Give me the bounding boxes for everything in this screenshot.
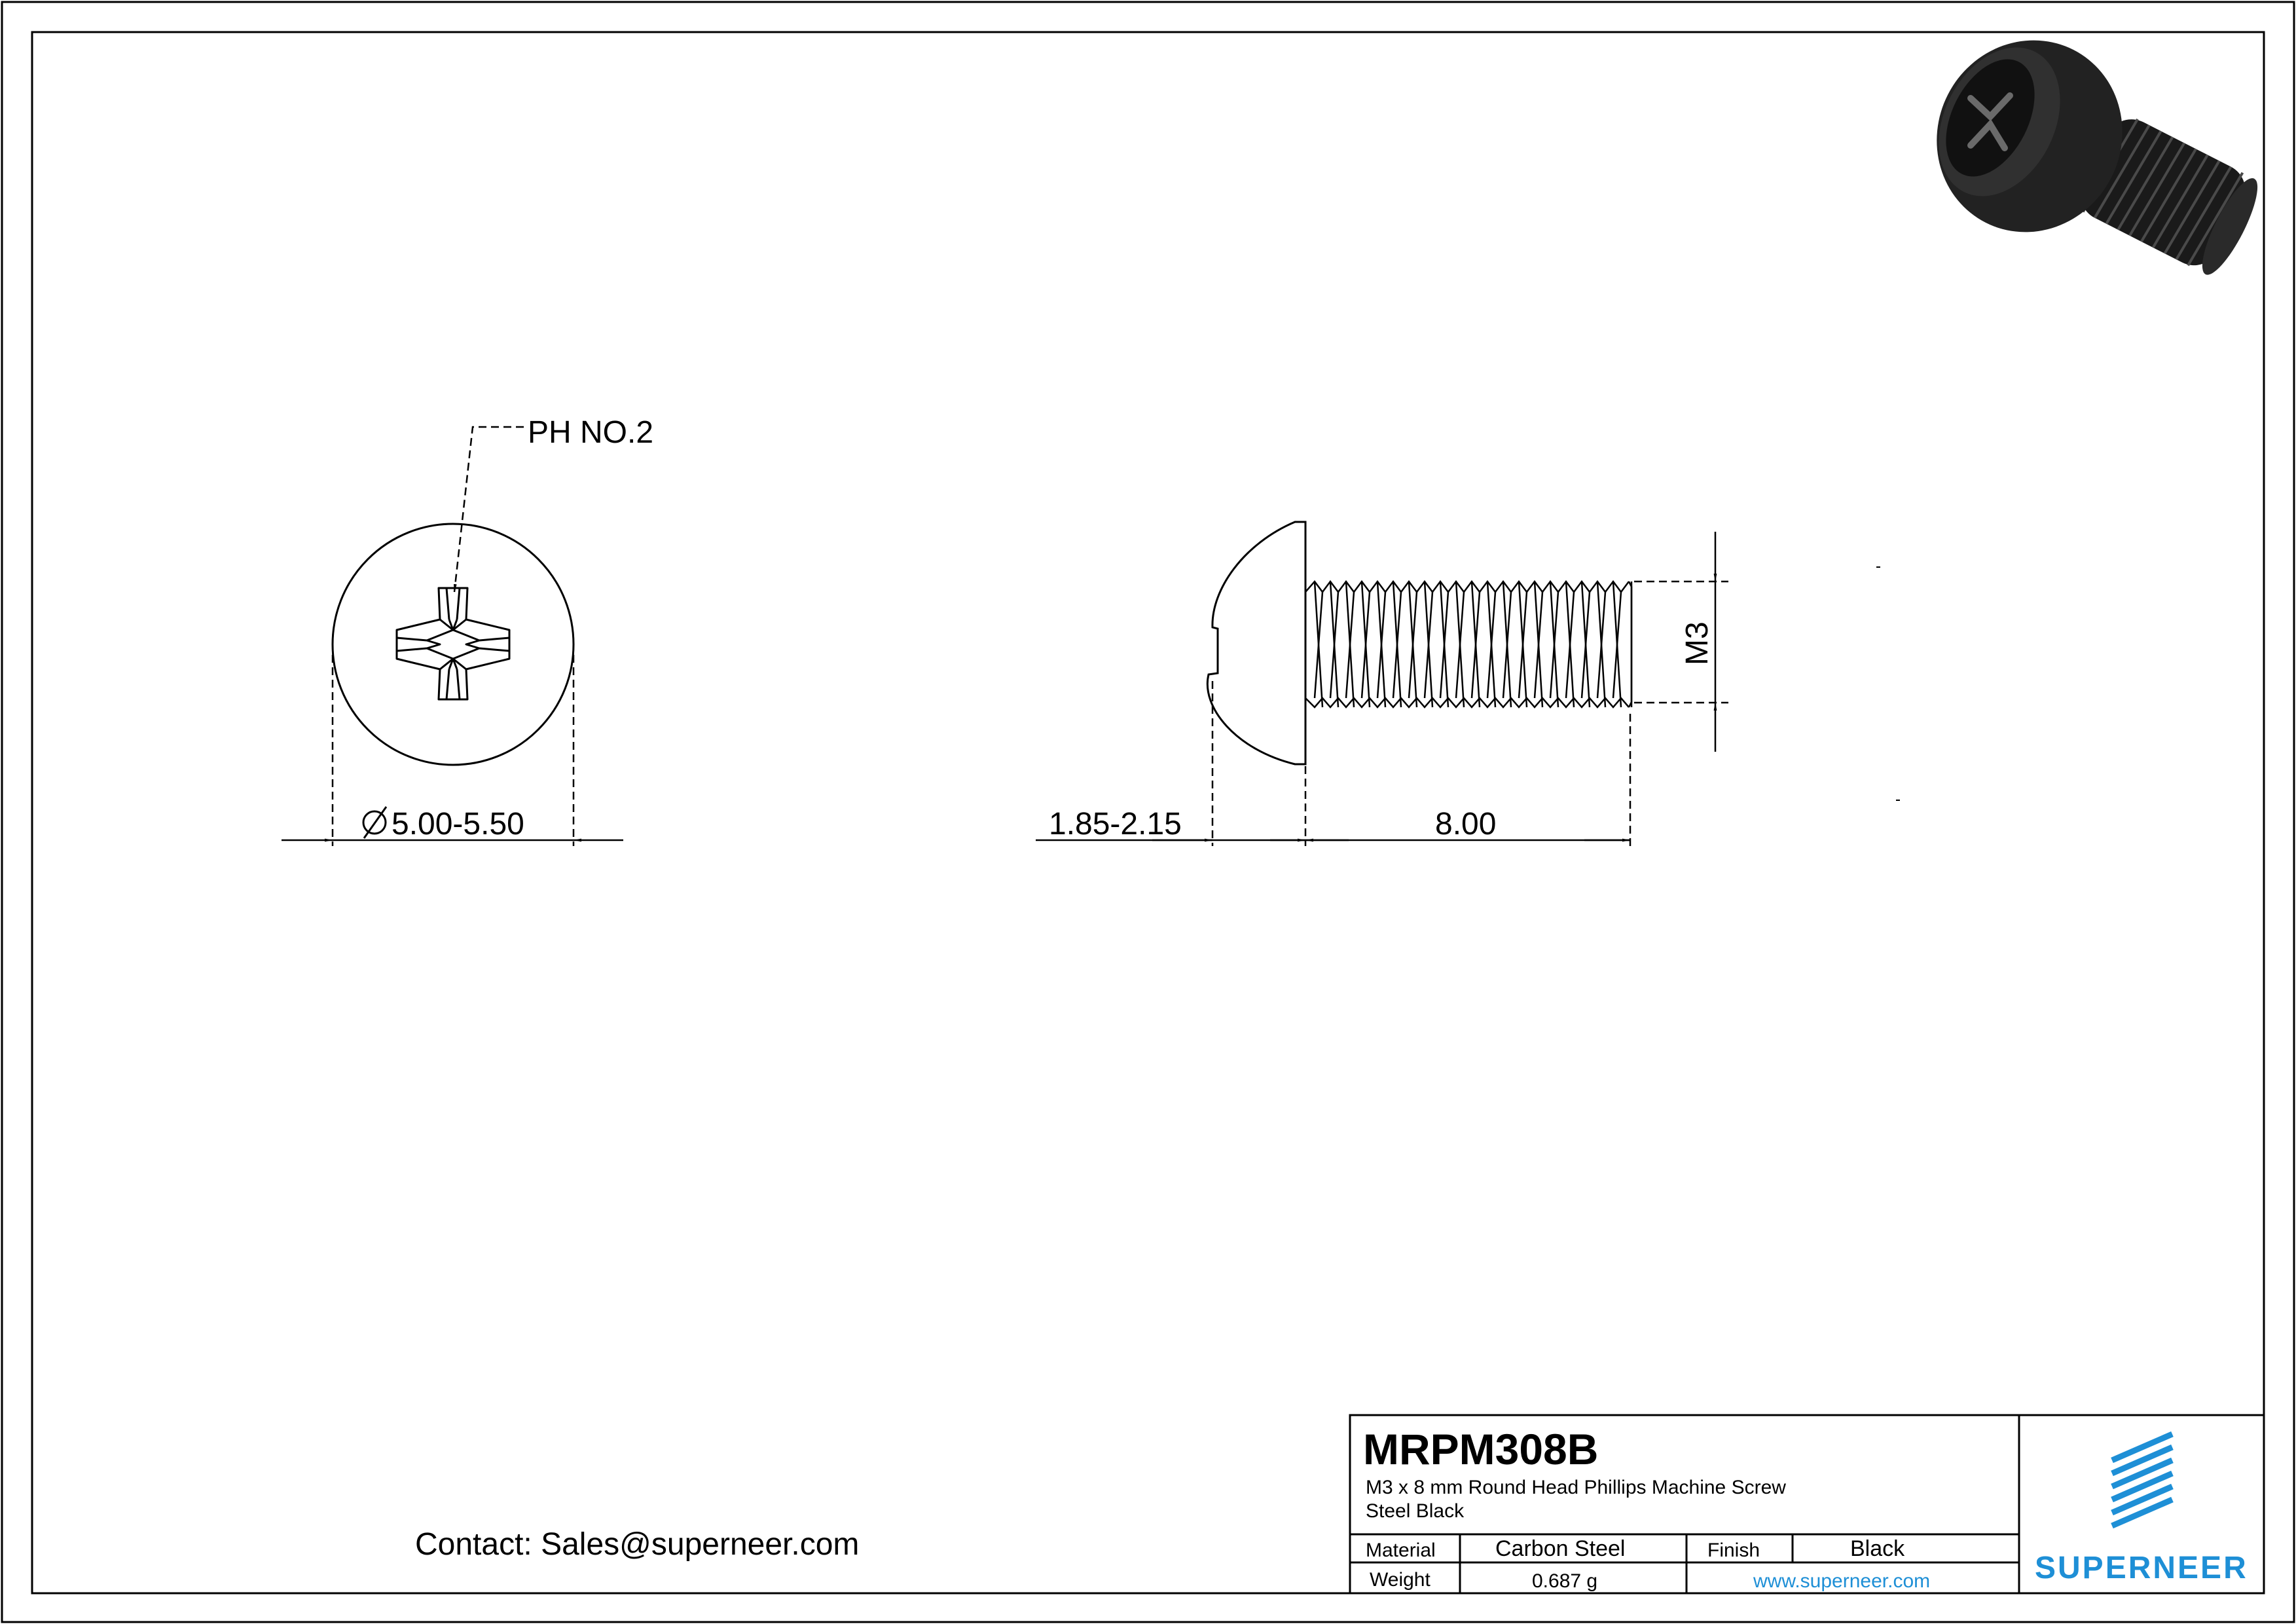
- phillips-recess: [397, 588, 509, 699]
- finish-value: Black: [1850, 1536, 1905, 1561]
- weight-label: Weight: [1370, 1569, 1430, 1591]
- brand-name: SUPERNEER: [2035, 1551, 2248, 1585]
- screw-3d-render-icon: [1904, 9, 2267, 281]
- side-view: [1036, 522, 1900, 846]
- dim-head-diameter: 5.00-5.50: [392, 807, 524, 841]
- diameter-symbol-icon: [363, 807, 386, 838]
- finish-label: Finish: [1707, 1540, 1760, 1561]
- dim-length: 8.00: [1435, 807, 1497, 841]
- superneer-logo-icon: [2112, 1434, 2172, 1526]
- website-link[interactable]: www.superneer.com: [1753, 1570, 1931, 1592]
- drive-callout: PH NO.2: [528, 415, 654, 450]
- description-line1: M3 x 8 mm Round Head Phillips Machine Screw: [1366, 1477, 1786, 1498]
- material-label: Material: [1366, 1540, 1436, 1561]
- contact-text: Contact: Sales@superneer.com: [415, 1527, 860, 1562]
- drive-leader: [454, 427, 524, 592]
- weight-value: 0.687 g: [1532, 1570, 1598, 1592]
- thread-body: [1305, 581, 1631, 707]
- material-value: Carbon Steel: [1495, 1536, 1626, 1561]
- head-outline: [333, 524, 574, 765]
- head-profile: [1207, 522, 1305, 764]
- part-number: MRPM308B: [1363, 1425, 1599, 1473]
- top-view: [282, 415, 653, 846]
- dim-thread: M3: [1680, 621, 1715, 665]
- title-block: [1350, 1415, 2264, 1593]
- dim-head-height: 1.85-2.15: [1049, 807, 1182, 841]
- description-line2: Steel Black: [1366, 1500, 1465, 1522]
